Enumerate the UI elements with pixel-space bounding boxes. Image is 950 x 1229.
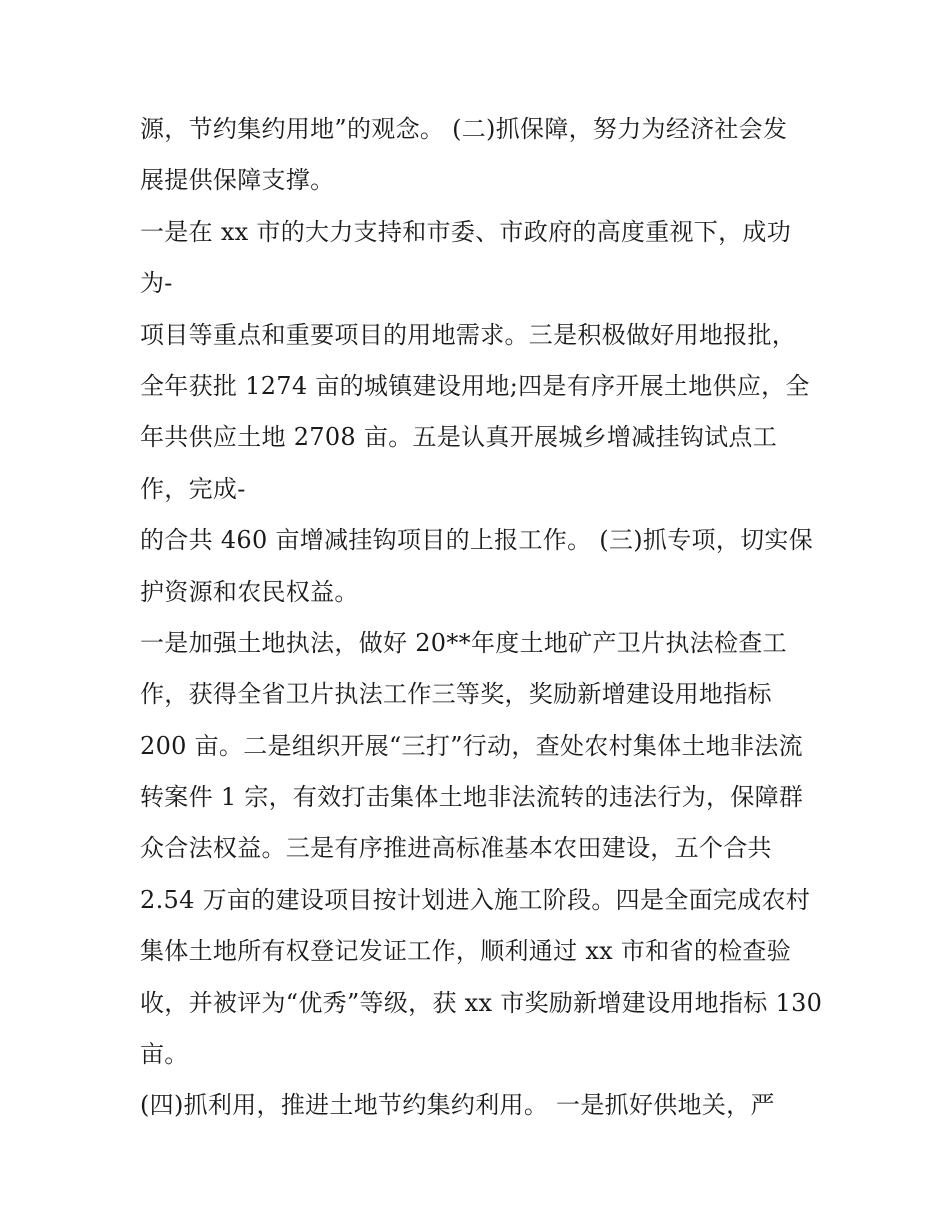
text-line: 转案件 1 宗，有效打击集体土地非法流转的违法行为，保障群	[140, 783, 804, 812]
text-line: 项目等重点和重要项目的用地需求。三是积极做好用地报批，	[140, 320, 797, 349]
text-line: 作，获得全省卫片执法工作三等奖，奖励新增建设用地指标	[140, 680, 772, 709]
text-line: 展提供保障支撑。	[140, 166, 335, 195]
text-line: 为-	[140, 269, 173, 298]
text-line: 众合法权益。三是有序推进高标准基本农田建设，五个合共	[140, 834, 772, 863]
text-line: 2.54 万亩的建设项目按计划进入施工阶段。四是全面完成农村	[140, 885, 811, 914]
text-line: 一是在 xx 市的大力支持和市委、市政府的高度重视下，成功	[140, 217, 792, 246]
text-line: 源，节约集约用地”的观念。 (二)抓保障，努力为经济社会发	[140, 115, 788, 143]
text-line: 一是加强土地执法，做好 20**年度土地矿产卫片执法检查工	[140, 628, 787, 657]
text-line: 收，并被评为“优秀”等级，获 xx 市奖励新增建设用地指标 130	[140, 988, 823, 1017]
text-line: 作，完成-	[140, 474, 246, 503]
document-body	[140, 104, 823, 1132]
text-line: 全年获批 1274 亩的城镇建设用地;四是有序开展土地供应，全	[140, 371, 810, 400]
text-line: 200 亩。二是组织开展“三打”行动，查处农村集体土地非法流	[140, 731, 803, 760]
text-line: 的合共 460 亩增减挂钩项目的上报工作。 (三)抓专项，切实保	[140, 526, 814, 555]
text-line: 年共供应土地 2708 亩。五是认真开展城乡增减挂钩试点工	[140, 423, 778, 452]
text-line: (四)抓利用，推进土地节约集约利用。 一是抓好供地关，严	[140, 1091, 775, 1120]
text-line: 护资源和农民权益。	[140, 577, 359, 606]
text-line: 集体土地所有权登记发证工作，顺利通过 xx 市和省的检查验	[140, 937, 792, 966]
text-line: 亩。	[140, 1040, 189, 1069]
